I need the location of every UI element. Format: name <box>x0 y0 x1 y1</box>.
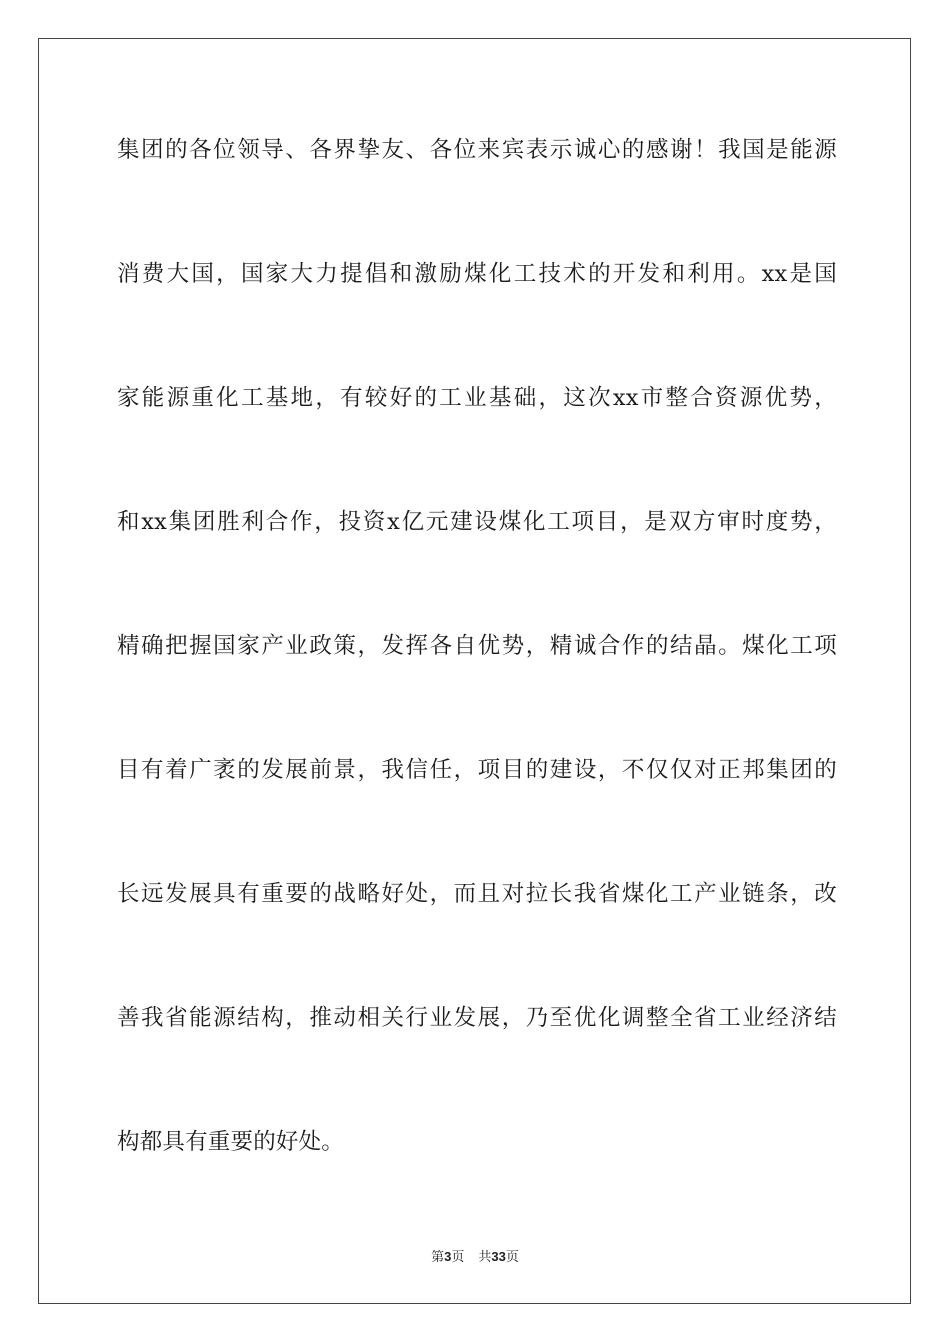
paragraph-line: 集团的各位领导、各界挚友、各位来宾表示诚心的感谢！我国是能源 <box>117 137 837 163</box>
document-body <box>117 118 837 1234</box>
total-prefix: 共 <box>478 1250 492 1265</box>
page-footer <box>0 1246 950 1265</box>
paragraph-line: 家能源重化工基地，有较好的工业基础，这次xx市整合资源优势， <box>117 385 837 411</box>
paragraph-line: 目有着广袤的发展前景，我信任，项目的建设，不仅仅对正邦集团的 <box>117 757 837 783</box>
current-page-number: 3 <box>444 1249 452 1264</box>
paragraph-line: 长远发展具有重要的战略好处，而且对拉长我省煤化工产业链条，改 <box>117 881 837 907</box>
paragraph-line-last: 构都具有重要的好处。 <box>117 1129 345 1155</box>
paragraph-line: 精确把握国家产业政策，发挥各自优势，精诚合作的结晶。煤化工项 <box>117 633 837 659</box>
paragraph-line: 善我省能源结构，推动相关行业发展，乃至优化调整全省工业经济结 <box>117 1005 837 1031</box>
page-prefix: 第 <box>431 1250 445 1265</box>
paragraph-line: 消费大国，国家大力提倡和激励煤化工技术的开发和利用。xx是国 <box>117 261 837 287</box>
total-page-count: 33 <box>491 1249 506 1264</box>
paragraph-line: 和xx集团胜利合作，投资x亿元建设煤化工项目，是双方审时度势， <box>117 509 837 535</box>
page-suffix: 页 <box>451 1250 465 1265</box>
total-suffix: 页 <box>505 1250 519 1265</box>
